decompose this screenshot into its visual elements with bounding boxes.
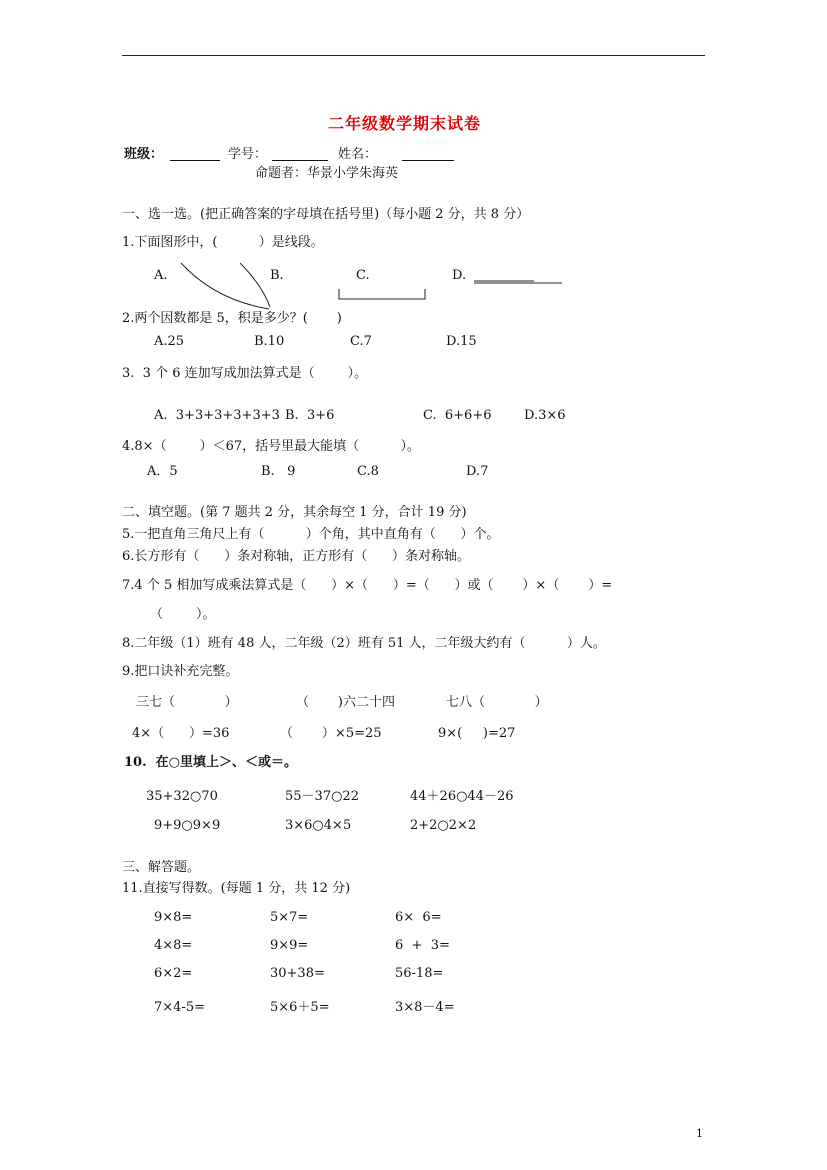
q11-item: 7×4-5= xyxy=(154,1000,205,1015)
question-4: 4.8×（ ）＜67，括号里最大能填（ ）。 xyxy=(122,439,420,454)
question-6: 6.长方形有（ ）条对称轴，正方形有（ ）条对称轴。 xyxy=(122,549,470,564)
bracket-figure xyxy=(339,289,425,299)
q9-item: 三七（ ） xyxy=(136,695,238,710)
q10-item: 44＋26○44－26 xyxy=(410,789,514,804)
q3-option-d: D.3×6 xyxy=(524,408,566,423)
q4-option-a: A．5 xyxy=(147,464,178,479)
question-2: 2.两个因数都是 5，积是多少？( ) xyxy=(122,311,342,326)
question-7-line-1: 7.4 个 5 相加写成乘法算式是（ ）×（ ）=（ ）或（ ）×（ ）= xyxy=(122,578,613,593)
q11-item: 5×7= xyxy=(270,910,309,925)
q2-option-b: B.10 xyxy=(254,334,285,349)
question-11: 11.直接写得数。(每题 1 分，共 12 分) xyxy=(122,881,351,896)
q9-item: （ ）×5=25 xyxy=(280,726,382,741)
q11-item: 56-18= xyxy=(395,966,444,981)
section-3-heading: 三、解答题。 xyxy=(122,860,201,875)
class-label: 班级： xyxy=(124,147,164,162)
question-8: 8.二年级（1）班有 48 人，二年级（2）班有 51 人，二年级大约有（ ）人。 xyxy=(122,636,606,651)
q10-item: 2+2○2×2 xyxy=(410,818,477,833)
section-1-heading: 一、选一选。(把正确答案的字母填在括号里)（每小题 2 分，共 8 分） xyxy=(122,207,530,222)
q10-item: 3×6○4×5 xyxy=(285,818,352,833)
q10-item: 9+9○9×9 xyxy=(154,818,221,833)
question-1: 1.下面图形中，( ）是线段。 xyxy=(122,235,324,250)
question-3: 3. 3 个 6 连加写成加法算式是（ ）。 xyxy=(122,366,368,381)
q2-option-c: C.7 xyxy=(350,334,372,349)
question-7-line-2: （ ）。 xyxy=(150,607,216,622)
q9-item: 4×（ ）=36 xyxy=(132,726,230,741)
q2-option-d: D.15 xyxy=(446,334,477,349)
section-2-heading: 二、填空题。(第 7 题共 2 分，其余每空 1 分，合计 19 分) xyxy=(122,505,467,520)
q3-option-c: C. 6+6+6 xyxy=(423,408,492,423)
q11-item: 9×8= xyxy=(154,910,193,925)
q11-item: 6× 6= xyxy=(395,910,442,925)
question-9: 9.把口诀补充完整。 xyxy=(122,664,239,679)
author-line: 命题者：华景小学朱海英 xyxy=(255,166,399,181)
name-label: 姓名： xyxy=(338,147,378,162)
q1-option-d: D. xyxy=(452,268,467,283)
q11-item: 6×2= xyxy=(154,966,193,981)
q4-option-c: C.8 xyxy=(357,464,379,479)
q11-item: 3×8－4= xyxy=(395,1000,455,1015)
q3-option-a: A. 3+3+3+3+3+3 xyxy=(154,408,280,423)
q4-option-b: B. 9 xyxy=(261,464,296,479)
page-title: 二年级数学期末试卷 xyxy=(328,114,482,133)
q1-option-a: A. xyxy=(154,268,168,283)
question-5: 5.一把直角三角尺上有（ ）个角，其中直角有（ ）个。 xyxy=(122,527,500,542)
q1-option-c: C. xyxy=(356,268,370,283)
ray-figure xyxy=(240,263,270,307)
q3-option-b: B. 3+6 xyxy=(285,408,335,423)
student-number-label: 学号： xyxy=(228,147,268,162)
q10-item: 55－37○22 xyxy=(285,789,359,804)
q11-item: 30+38= xyxy=(270,966,325,981)
question-10: 10. 在○里填上＞、＜或＝。 xyxy=(124,755,298,770)
q4-option-d: D.7 xyxy=(466,464,489,479)
q1-option-b: B. xyxy=(270,268,284,283)
page-number: 1 xyxy=(696,1127,703,1140)
q10-item: 35+32○70 xyxy=(146,789,218,804)
q11-item: 4×8= xyxy=(154,938,193,953)
q9-item: 七八（ ） xyxy=(446,695,548,710)
q11-item: 9×9= xyxy=(270,938,309,953)
q11-item: 5×6＋5= xyxy=(270,1000,330,1015)
q9-item: （ )六二十四 xyxy=(296,695,395,710)
q2-option-a: A.25 xyxy=(154,334,185,349)
curve-figure xyxy=(181,263,269,309)
q9-item: 9×( )=27 xyxy=(438,726,516,741)
q11-item: 6 + 3= xyxy=(395,938,450,953)
